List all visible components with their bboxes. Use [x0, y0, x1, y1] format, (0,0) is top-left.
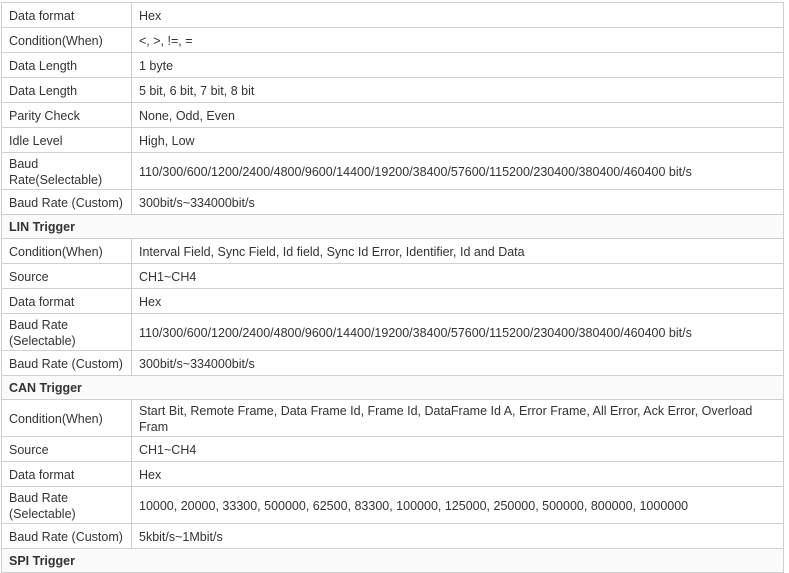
spec-row [2, 239, 784, 264]
spec-row [2, 153, 784, 190]
section-title: LIN Trigger [2, 215, 784, 239]
spec-value: 110/300/600/1200/2400/4800/9600/14400/19200/38400/57600/115200/230400/380400/460400 bit/s [132, 153, 784, 190]
spec-row [2, 190, 784, 215]
spec-value: None, Odd, Even [132, 103, 784, 128]
spec-key: Data format [2, 289, 132, 314]
spec-row [2, 314, 784, 351]
spec-table-body [2, 3, 784, 573]
spec-value: 1 byte [132, 53, 784, 78]
spec-row [2, 462, 784, 487]
spec-key: Data Length [2, 53, 132, 78]
spec-value: High, Low [132, 128, 784, 153]
spec-row [2, 28, 784, 53]
spec-row [2, 487, 784, 524]
spec-row [2, 400, 784, 437]
section-title: SPI Trigger [2, 549, 784, 573]
spec-value: Hex [132, 462, 784, 487]
spec-value: Hex [132, 289, 784, 314]
section-header-row [2, 215, 784, 239]
spec-key: Condition(When) [2, 28, 132, 53]
section-header-row [2, 376, 784, 400]
spec-row [2, 3, 784, 28]
spec-key: Data Length [2, 78, 132, 103]
spec-value: 300bit/s~334000bit/s [132, 351, 784, 376]
section-title: CAN Trigger [2, 376, 784, 400]
spec-key: Baud Rate (Selectable) [2, 314, 132, 351]
spec-key: Source [2, 437, 132, 462]
spec-row [2, 103, 784, 128]
section-header-row [2, 549, 784, 573]
spec-row [2, 289, 784, 314]
spec-key: Idle Level [2, 128, 132, 153]
spec-key: Condition(When) [2, 239, 132, 264]
spec-value: Hex [132, 3, 784, 28]
spec-value: <, >, !=, = [132, 28, 784, 53]
spec-key: Baud Rate (Custom) [2, 524, 132, 549]
spec-row [2, 128, 784, 153]
spec-value: 5 bit, 6 bit, 7 bit, 8 bit [132, 78, 784, 103]
spec-row [2, 524, 784, 549]
spec-key: Condition(When) [2, 400, 132, 437]
spec-row [2, 53, 784, 78]
spec-value: 300bit/s~334000bit/s [132, 190, 784, 215]
spec-key: Data format [2, 3, 132, 28]
spec-value: 5kbit/s~1Mbit/s [132, 524, 784, 549]
spec-value: Interval Field, Sync Field, Id field, Sync Id Error, Identifier, Id and Data [132, 239, 784, 264]
spec-row [2, 264, 784, 289]
spec-key: Data format [2, 462, 132, 487]
spec-key: Source [2, 264, 132, 289]
spec-value: CH1~CH4 [132, 437, 784, 462]
spec-key: Parity Check [2, 103, 132, 128]
spec-value: 10000, 20000, 33300, 500000, 62500, 83300, 100000, 125000, 250000, 500000, 800000, 1000000 [132, 487, 784, 524]
spec-row [2, 78, 784, 103]
spec-key: Baud Rate (Custom) [2, 351, 132, 376]
spec-table [1, 2, 784, 573]
spec-row [2, 437, 784, 462]
spec-key: Baud Rate (Custom) [2, 190, 132, 215]
spec-key: Baud Rate (Selectable) [2, 487, 132, 524]
spec-key: Baud Rate(Selectable) [2, 153, 132, 190]
spec-value: Start Bit, Remote Frame, Data Frame Id, Frame Id, DataFrame Id A, Error Frame, All Error, Ack Error, Overload Fram [132, 400, 784, 437]
spec-row [2, 351, 784, 376]
spec-value: 110/300/600/1200/2400/4800/9600/14400/19200/38400/57600/115200/230400/380400/460400 bit/s [132, 314, 784, 351]
spec-value: CH1~CH4 [132, 264, 784, 289]
